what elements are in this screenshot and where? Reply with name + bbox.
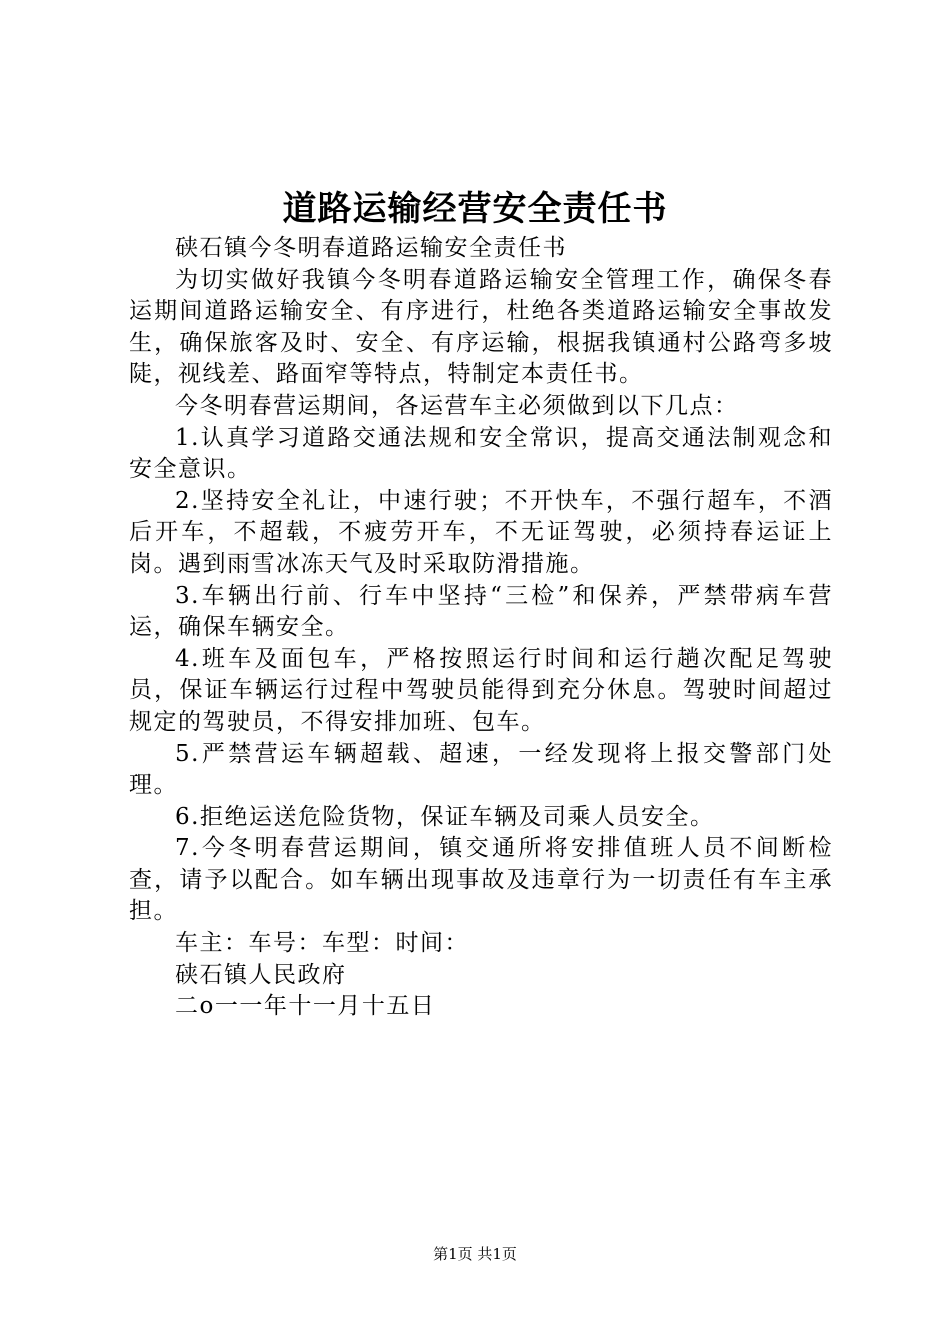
- page-number-footer: 第1页 共1页: [433, 1245, 517, 1263]
- requirement-item-7: 7.今冬明春营运期间，镇交通所将安排值班人员不间断检查，请予以配合。如车辆出现事故及违章行为一切责任有车主承担。: [129, 835, 833, 925]
- issuer-name: 硖石镇人民政府: [175, 961, 347, 988]
- subtitle-paragraph: 硖石镇今冬明春道路运输安全责任书: [175, 235, 567, 261]
- document-body: [129, 233, 833, 1023]
- requirement-item-3: 3.车辆出行前、行车中坚持“三检”和保养，严禁带病车营运，确保车辆安全。: [129, 582, 833, 641]
- requirement-item-6: 6.拒绝运送危险货物，保证车辆及司乘人员安全。: [175, 803, 715, 830]
- requirement-item-4: 4.班车及面包车，严格按照运行时间和运行趟次配足驾驶员，保证车辆运行过程中驾驶员能得到充分休息。驾驶时间超过规定的驾驶员，不得安排加班、包车。: [129, 645, 833, 735]
- issue-date: 二o一一年十一月十五日: [175, 993, 436, 1020]
- requirement-item-2: 2.坚持安全礼让，中速行驶；不开快车，不强行超车，不酒后开车，不超载，不疲劳开车，不无证驾驶，必须持春运证上岗。遇到雨雪冰冻天气及时采取防滑措施。: [129, 487, 833, 577]
- signature-fields-line: 车主：车号：车型：时间：: [175, 930, 469, 957]
- requirement-item-1: 1.认真学习道路交通法规和安全常识，提高交通法制观念和安全意识。: [129, 424, 833, 483]
- intro-paragraph: 为切实做好我镇今冬明春道路运输安全管理工作，确保冬春运期间道路运输安全、有序进行，杜绝各类道路运输安全事故发生，确保旅客及时、安全、有序运输，根据我镇通村公路弯多坡陡，视线差、路面窄等特点，特制定本责任书。: [129, 266, 833, 388]
- document-title: 道路运输经营安全责任书: [282, 189, 668, 229]
- requirements-lead-paragraph: 今冬明春营运期间，各运营车主必须做到以下几点：: [175, 392, 739, 419]
- requirement-item-5: 5.严禁营运车辆超载、超速，一经发现将上报交警部门处理。: [129, 740, 833, 799]
